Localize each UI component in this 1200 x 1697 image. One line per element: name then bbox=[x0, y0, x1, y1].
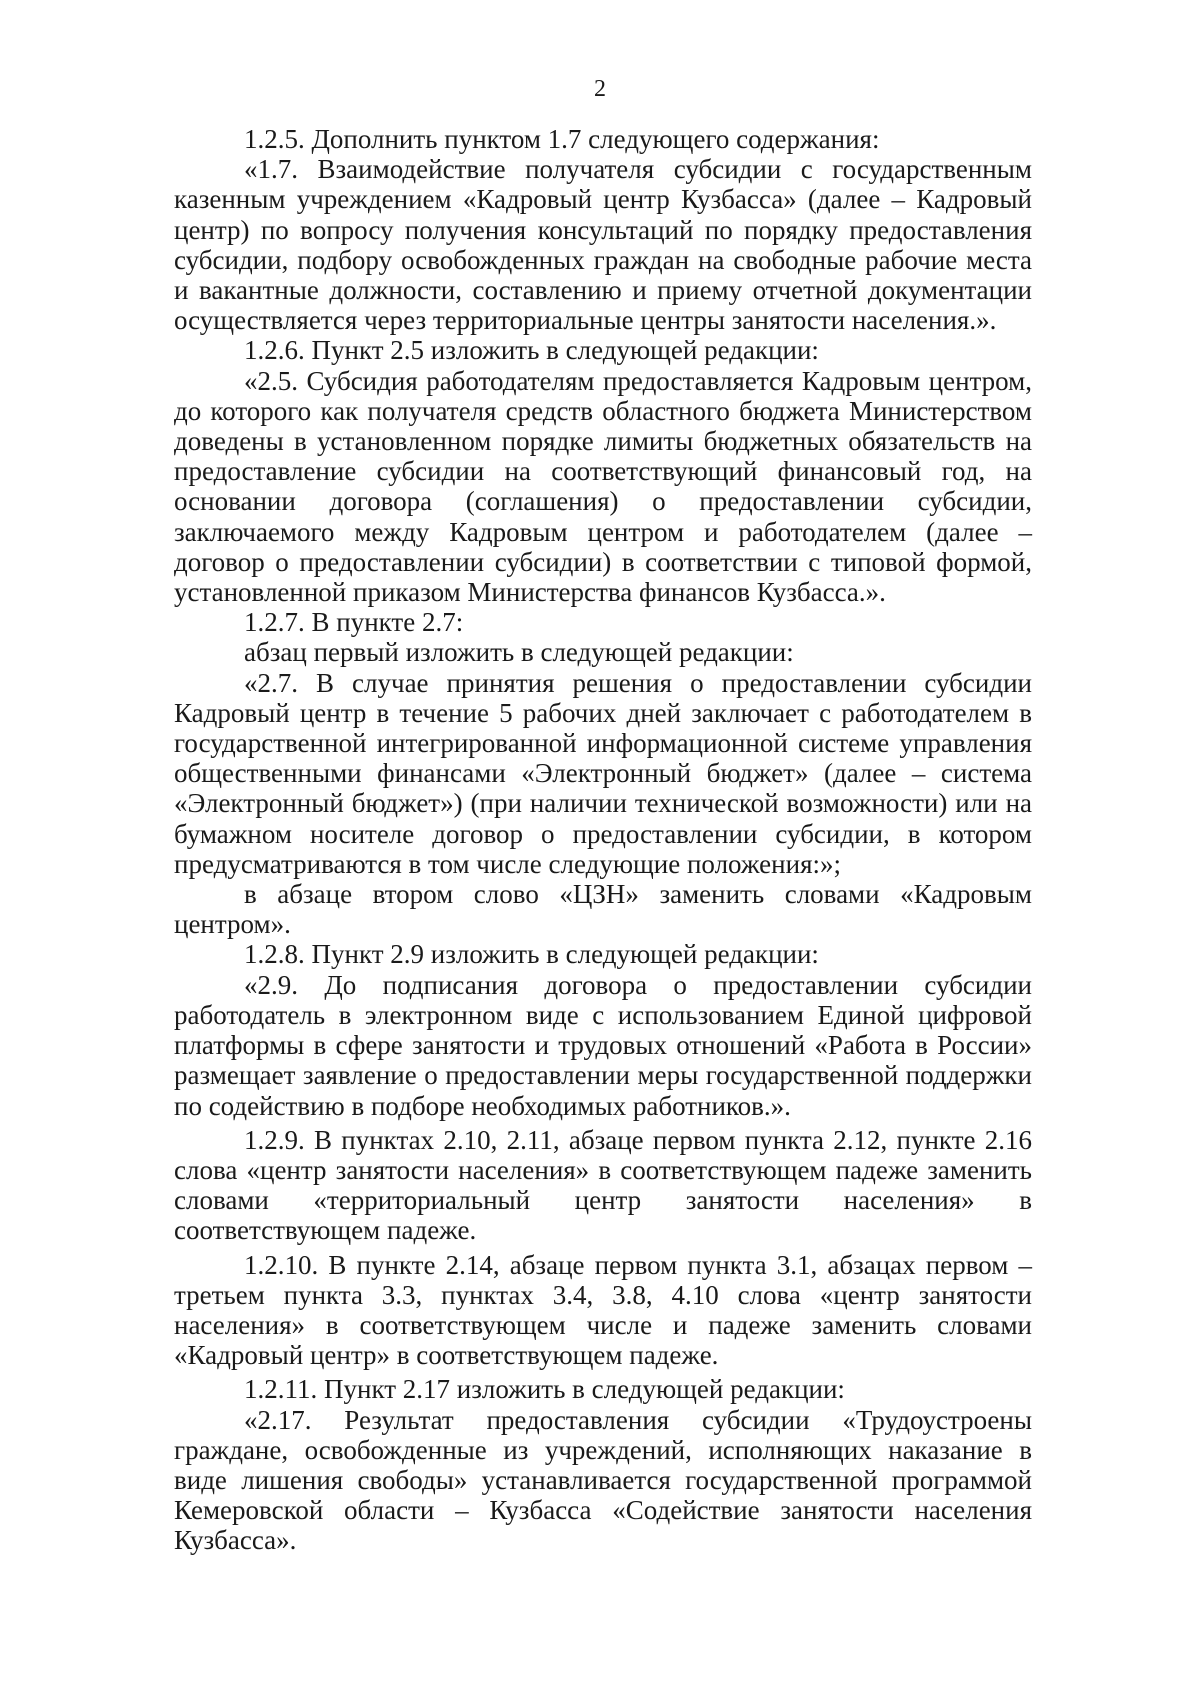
page-number: 2 bbox=[594, 76, 606, 102]
paragraph-clause-2-5: «2.5. Субсидия работодателям предоставляется Кадровым центром, до которого как получателя средств областного бюджета Министерством доведены в установленном порядке лимиты бюджетных обязательств на предоставление субсидии на соответствующий финансовый год, на основании договора (соглашения) о предоставлении субсидии, заключаемого между Кадровым центром и работодателем (далее – договор о предоставлении субсидии) в соответствии с типовой формой, установленной приказом Министерства финансов Кузбасса.». bbox=[174, 365, 1032, 608]
paragraph-clause-2-17: «2.17. Результат предоставления субсидии «Трудоустроены граждане, освобожденные из учреждений, исполняющих наказание в виде лишения свободы» устанавливается государственной программой Кемеровской области – Кузбасса «Содействие занятости населения Кузбасса». bbox=[174, 1404, 1032, 1556]
paragraph-1-2-9: 1.2.9. В пунктах 2.10, 2.11, абзаце первом пункта 2.12, пункте 2.16 слова «центр занятости населения» в соответствующем падеже заменить словами «территориальный центр занятости населения» в соответствующем падеже. bbox=[174, 1124, 1032, 1246]
paragraph-first-abzac: абзац первый изложить в следующей редакции: bbox=[244, 637, 794, 668]
paragraph-1-2-6: 1.2.6. Пункт 2.5 изложить в следующей редакции: bbox=[244, 335, 819, 366]
paragraph-1-2-5: 1.2.5. Дополнить пунктом 1.7 следующего содержания: bbox=[244, 124, 880, 154]
document-body bbox=[174, 124, 1032, 1556]
paragraph-clause-2-7: «2.7. В случае принятия решения о предоставлении субсидии Кадровый центр в течение 5 рабочих дней заключает с работодателем в государственной интегрированной информационной системе управления общественными финансами «Электронный бюджет» (далее – система «Электронный бюджет») (при наличии технической возможности) или на бумажном носителе договор о предоставлении субсидии, в котором предусматриваются в том числе следующие положения:»; bbox=[174, 667, 1032, 879]
paragraph-1-2-11: 1.2.11. Пункт 2.17 изложить в следующей редакции: bbox=[244, 1374, 845, 1405]
paragraph-1-2-7: 1.2.7. В пункте 2.7: bbox=[244, 607, 464, 638]
paragraph-clause-2-9: «2.9. До подписания договора о предоставлении субсидии работодатель в электронном виде с использованием Единой цифровой платформы в сфере занятости и трудовых отношений «Работа в России» размещает заявление о предоставлении меры государственной поддержки по содействию в подборе необходимых работников.». bbox=[174, 969, 1032, 1121]
paragraph-1-2-8: 1.2.8. Пункт 2.9 изложить в следующей редакции: bbox=[244, 939, 819, 970]
paragraph-clause-1-7: «1.7. Взаимодействие получателя субсидии с государственным казенным учреждением «Кадровый центр Кузбасса» (далее – Кадровый центр) по вопросу получения консультаций по порядку предоставления субсидии, подбору освобожденных граждан на свободные рабочие места и вакантные должности, составлению и приему отчетной документации осуществляется через территориальные центры занятости населения.». bbox=[174, 154, 1032, 336]
paragraph-second-abzac: в абзаце втором слово «ЦЗН» заменить словами «Кадровым центром». bbox=[174, 879, 1032, 940]
paragraph-1-2-10: 1.2.10. В пункте 2.14, абзаце первом пункта 3.1, абзацах первом – третьем пункта 3.3, пунктах 3.4, 3.8, 4.10 слова «центр занятости населения» в соответствующем числе и падеже заменить словами «Кадровый центр» в соответствующем падеже. bbox=[174, 1249, 1032, 1371]
